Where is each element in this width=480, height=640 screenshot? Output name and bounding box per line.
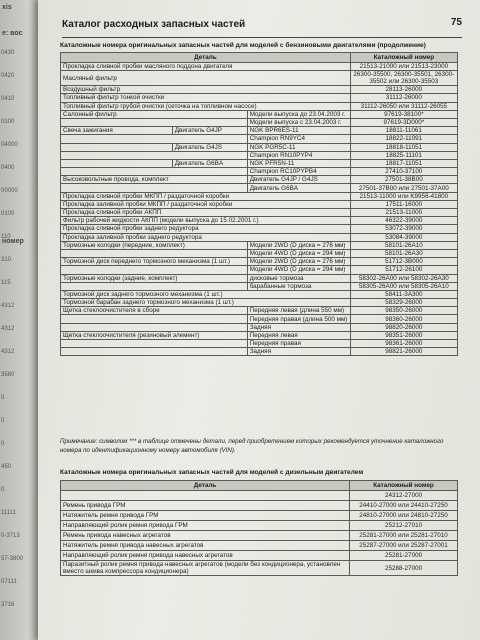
underlying-page-fragment: 0 — [1, 418, 5, 424]
underlying-page-fragment: 0410 — [1, 96, 15, 102]
table-row — [61, 531, 458, 541]
column-header-number: Каталожный номер — [350, 53, 457, 63]
part-number-cell: 98821-26000 — [350, 348, 457, 356]
detail-cell: дисковые тормоза — [247, 274, 350, 282]
column-header-detail: Деталь — [61, 53, 351, 63]
table-row — [61, 511, 458, 521]
underlying-page-fragment: 450 — [1, 464, 12, 470]
detail-cell — [61, 159, 173, 167]
underlying-page-fragment: 11111 — [1, 510, 16, 516]
table-row — [61, 192, 458, 200]
table-row — [61, 184, 458, 192]
underlying-page-fragment: 0420 — [1, 73, 15, 79]
table-row — [61, 299, 458, 307]
page-header — [62, 17, 462, 38]
part-number-cell: 98360-26000 — [350, 315, 457, 323]
part-number-cell: 26300-35500, 26300-35501, 26300-35502 или 26300-35503 — [350, 71, 457, 86]
table-row — [61, 541, 458, 551]
detail-cell: Двигатель G6BA — [172, 159, 247, 167]
detail-cell: Прокладка сливной пробки АКПП — [61, 209, 351, 217]
detail-cell: Фильтр рабочей жидкости АКПП (модели выпуска до 15.02.2001 г.) — [61, 217, 351, 225]
table-row — [61, 71, 458, 86]
part-number-cell: 17511-16000 — [350, 200, 457, 208]
part-number-cell: 24810-27000 или 24810-27250 — [350, 511, 458, 521]
part-number-cell: 18822-11091 — [350, 135, 457, 143]
table1-caption: Каталожные номера оригинальных запасных частей для моделей с бензиновыми двигателями (продолжение) — [60, 42, 426, 49]
underlying-page-fragment: 00000 — [1, 188, 18, 194]
table-row — [61, 233, 458, 241]
detail-cell: NGK PFR5N-11 — [247, 159, 350, 167]
part-number-cell: 18817-11051 — [350, 159, 457, 167]
part-number-cell: 24410-27000 или 24410-27250 — [350, 501, 458, 511]
detail-cell: Модели выпуска до 23.04.2003 г. — [247, 110, 350, 118]
underlying-page-fragment: 115 — [1, 280, 11, 286]
detail-cell: Высоковольтные провода, комплект — [61, 176, 248, 184]
detail-cell: Тормозные колодки (задние, комплект) — [61, 274, 248, 282]
detail-cell: Прокладка заливной пробки МКПП / раздаточной коробки — [61, 200, 351, 208]
table-row — [61, 258, 458, 266]
table-row — [61, 340, 458, 348]
part-number-cell: 21513-21000 или 21513-23000 — [350, 63, 457, 71]
detail-cell — [61, 282, 248, 290]
part-number-cell: 21513-11000 или K9956-41800 — [350, 192, 457, 200]
detail-cell: Передняя правая — [247, 340, 350, 348]
table-row — [61, 63, 458, 71]
underlying-page-fragment: 4312 — [1, 303, 15, 309]
part-number-cell: 98361-26000 — [350, 340, 457, 348]
detail-cell: Ремень привода ГРМ — [61, 501, 350, 511]
detail-cell: Передняя левая — [247, 331, 350, 339]
underlying-page-fragment: 3580 — [1, 372, 15, 378]
part-number-cell: 25288-27000 — [350, 561, 458, 576]
underlying-page-fragment: 4312 — [1, 349, 15, 355]
part-number-cell: 18825-11101 — [350, 151, 457, 159]
table-row — [61, 102, 458, 110]
detail-cell: Задняя — [247, 348, 350, 356]
table-row — [61, 151, 458, 159]
detail-cell — [61, 315, 248, 323]
detail-cell: Модели 2WD (D диска = 276 мм) — [247, 258, 350, 266]
detail-cell: Двигатель G6BA — [247, 184, 350, 192]
table-row — [61, 241, 458, 249]
detail-cell: Модели выпуска с 23.04.2003 г. — [247, 118, 350, 126]
detail-cell: Паразитный ролик ремня привода навесных агрегатов (модели без кондиционера, установлен вместо шкива компрессора кондиционера) — [61, 561, 350, 576]
table-row — [61, 86, 458, 94]
detail-cell: Тормозной диск переднего тормозного механизма (1 шт.) — [61, 258, 248, 266]
part-number-cell: 53084-39000 — [350, 233, 457, 241]
underlying-page-fragment: 310 — [1, 257, 12, 263]
underlying-page-fragment: 0100 — [1, 119, 15, 125]
detail-cell — [61, 249, 248, 257]
detail-cell: Направляющий ролик ремня привода ГРМ — [61, 521, 350, 531]
part-number-cell: 98351-26000 — [350, 331, 457, 339]
underlying-page-fragment: 0100 — [1, 211, 15, 217]
table-row — [61, 491, 458, 501]
underlying-page-text: номер — [2, 238, 24, 245]
table-row — [61, 118, 458, 126]
underlying-page-fragment: 0400 — [1, 165, 15, 171]
part-number-cell: 25281-27000 или 25281-27010 — [350, 531, 458, 541]
petrol-parts-table — [60, 52, 458, 356]
detail-cell — [61, 135, 248, 143]
underlying-page-text: xis — [2, 4, 12, 11]
table-row — [61, 266, 458, 274]
table-row — [61, 176, 458, 184]
detail-cell: Тормозные колодки (передние, комплект) — [61, 241, 248, 249]
catalog-page — [38, 0, 480, 640]
part-number-cell: 46322-39000 — [350, 217, 457, 225]
part-number-cell: 18811-11061 — [350, 127, 457, 135]
part-number-cell: 58411-3A300 — [350, 290, 457, 298]
table-row — [61, 135, 458, 143]
footnote: Примечание: символом *** в таблице отмечены детали, перед приобретением которых рекомендуется уточнение каталожного номера по идентификационному номеру автомобиля (VIN). — [60, 438, 444, 454]
detail-cell: Ремень привода навесных агрегатов — [61, 531, 350, 541]
table-row — [61, 209, 458, 217]
part-number-cell: 58101-26A10 — [350, 241, 457, 249]
part-number-cell: 27501-37B00 или 27501-37A00 — [350, 184, 457, 192]
table-row — [61, 217, 458, 225]
detail-cell: Champion RN9YC4 — [247, 135, 350, 143]
detail-cell: Прокладка сливной пробки масляного поддона двигателя — [61, 63, 351, 71]
detail-cell — [61, 184, 248, 192]
table-row — [61, 501, 458, 511]
underlying-page-fragment: 57-3800 — [1, 556, 24, 562]
underlying-page-fragment: 3716 — [1, 602, 15, 608]
detail-cell: Натяжитель ремня привода ГРМ — [61, 511, 350, 521]
detail-cell: Натяжитель ремня привода навесных агрегатов — [61, 541, 350, 551]
underlying-page-fragment: 0-3713 — [1, 533, 20, 539]
table-row — [61, 307, 458, 315]
underlying-page-fragment: 0 — [1, 395, 5, 401]
table-row — [61, 168, 458, 176]
detail-cell: Модели 2WD (D диска = 276 мм) — [247, 241, 350, 249]
part-number-cell: 98350-26000 — [350, 307, 457, 315]
part-number-cell: 25212-27010 — [350, 521, 458, 531]
part-number-cell: 58302-26A00 или 58302-26A30 — [350, 274, 457, 282]
part-number-cell: 21513-11000 — [350, 209, 457, 217]
detail-cell: Двигатель G4JS — [172, 143, 247, 151]
table-row — [61, 159, 458, 167]
table-row — [61, 127, 458, 135]
part-number-cell: 97619-38100* — [350, 110, 457, 118]
page-number: 75 — [450, 17, 462, 28]
table-row — [61, 94, 458, 102]
detail-cell: Модели 4WD (D диска = 294 мм) — [247, 249, 350, 257]
detail-cell — [61, 118, 248, 126]
underlying-page-fragment: 4312 — [1, 326, 15, 332]
underlying-page-edge — [0, 0, 40, 640]
table-row — [61, 331, 458, 339]
detail-cell: Тормозной барабан заднего тормозного механизма (1 шт.) — [61, 299, 351, 307]
part-number-cell: 58101-26A30 — [350, 249, 457, 257]
table-row — [61, 282, 458, 290]
part-number-cell: 51712-3B000 — [350, 258, 457, 266]
detail-cell: Модели 4WD (D диска = 294 мм) — [247, 266, 350, 274]
part-number-cell: 25281-27000 — [350, 551, 458, 561]
part-number-cell: 24312-27000 — [350, 491, 458, 501]
detail-cell: Задняя — [247, 323, 350, 331]
underlying-page-fragment: 0 — [1, 487, 5, 493]
detail-cell — [61, 348, 248, 356]
detail-cell: Передняя правая (длина 500 мм) — [247, 315, 350, 323]
table-row — [61, 225, 458, 233]
detail-cell: Масляный фильтр — [61, 71, 351, 86]
detail-cell: барабанные тормоза — [247, 282, 350, 290]
detail-cell — [61, 151, 248, 159]
part-number-cell: 27501-38B00 — [350, 176, 457, 184]
detail-cell: Champion RN10PYP4 — [247, 151, 350, 159]
detail-cell — [61, 266, 248, 274]
part-number-cell: 97619-3D000* — [350, 118, 457, 126]
detail-cell: NGK PGR5C-11 — [247, 143, 350, 151]
detail-cell — [61, 143, 173, 151]
detail-cell — [61, 491, 350, 501]
table-row — [61, 143, 458, 151]
detail-cell: Двигатель G4JP — [172, 127, 247, 135]
table-row — [61, 200, 458, 208]
part-number-cell: 31112-26000 — [350, 94, 457, 102]
detail-cell: Champion RC10PYPB4 — [247, 168, 350, 176]
detail-cell: Прокладка сливной пробки МКПП / раздаточной коробки — [61, 192, 351, 200]
detail-cell: Щетка стеклоочистителя (резиновый элемент) — [61, 331, 248, 339]
table-row — [61, 551, 458, 561]
part-number-cell: 25287-27000 или 25287-27001 — [350, 541, 458, 551]
part-number-cell: 31112-26050 или 31112-26055 — [350, 102, 457, 110]
table-row — [61, 274, 458, 282]
detail-cell: Свеча зажигания — [61, 127, 173, 135]
detail-cell: Двигатель G4JP / G4JS — [247, 176, 350, 184]
table-row — [61, 249, 458, 257]
table-row — [61, 521, 458, 531]
table-row — [61, 561, 458, 576]
underlying-page-fragment: 0 — [1, 441, 5, 447]
part-number-cell: 27410-37100 — [350, 168, 457, 176]
detail-cell: Воздушный фильтр — [61, 86, 351, 94]
detail-cell: NGK BPR6ES-11 — [247, 127, 350, 135]
underlying-page-fragment: 07111 — [1, 579, 17, 585]
column-header-number: Каталожный номер — [350, 481, 458, 491]
table-row — [61, 110, 458, 118]
detail-cell: Салонный фильтр — [61, 110, 248, 118]
underlying-page-text: е: вос — [2, 30, 23, 37]
diesel-parts-table — [60, 480, 458, 576]
table-row — [61, 348, 458, 356]
table2-caption: Каталожные номера оригинальных запасных частей для моделей с дизельным двигателем — [60, 469, 364, 476]
part-number-cell: 28113-26000 — [350, 86, 457, 94]
detail-cell: Топливный фильтр тонкой очистки — [61, 94, 351, 102]
table-row — [61, 315, 458, 323]
underlying-page-fragment: 0430 — [1, 50, 15, 56]
detail-cell: Щетка стеклоочистителя в сборе — [61, 307, 248, 315]
table-row — [61, 323, 458, 331]
column-header-detail: Деталь — [61, 481, 350, 491]
page-title: Каталог расходных запасных частей — [62, 19, 246, 30]
detail-cell: Топливный фильтр грубой очистки (сеточка на топливном насосе) — [61, 102, 351, 110]
part-number-cell: 18818-11051 — [350, 143, 457, 151]
detail-cell: Прокладка сливной пробки заднего редуктора — [61, 225, 351, 233]
detail-cell: Направляющий ролик ремня привода навесных агрегатов — [61, 551, 350, 561]
detail-cell: Прокладка заливной пробки заднего редуктора — [61, 233, 351, 241]
part-number-cell: 51712-26100 — [350, 266, 457, 274]
part-number-cell: 58305-26A00 или 58305-26A10 — [350, 282, 457, 290]
table-row — [61, 290, 458, 298]
detail-cell: Передняя левая (длина 550 мм) — [247, 307, 350, 315]
part-number-cell: 53072-39000 — [350, 225, 457, 233]
detail-cell — [61, 323, 248, 331]
detail-cell — [61, 168, 248, 176]
detail-cell — [61, 340, 248, 348]
underlying-page-fragment: 04000 — [1, 142, 18, 148]
part-number-cell: 58329-26000 — [350, 299, 457, 307]
detail-cell: Тормозной диск заднего тормозного механизма (1 шт.) — [61, 290, 351, 298]
underlying-page-fragment: 110 — [1, 234, 11, 240]
part-number-cell: 98820-26000 — [350, 323, 457, 331]
